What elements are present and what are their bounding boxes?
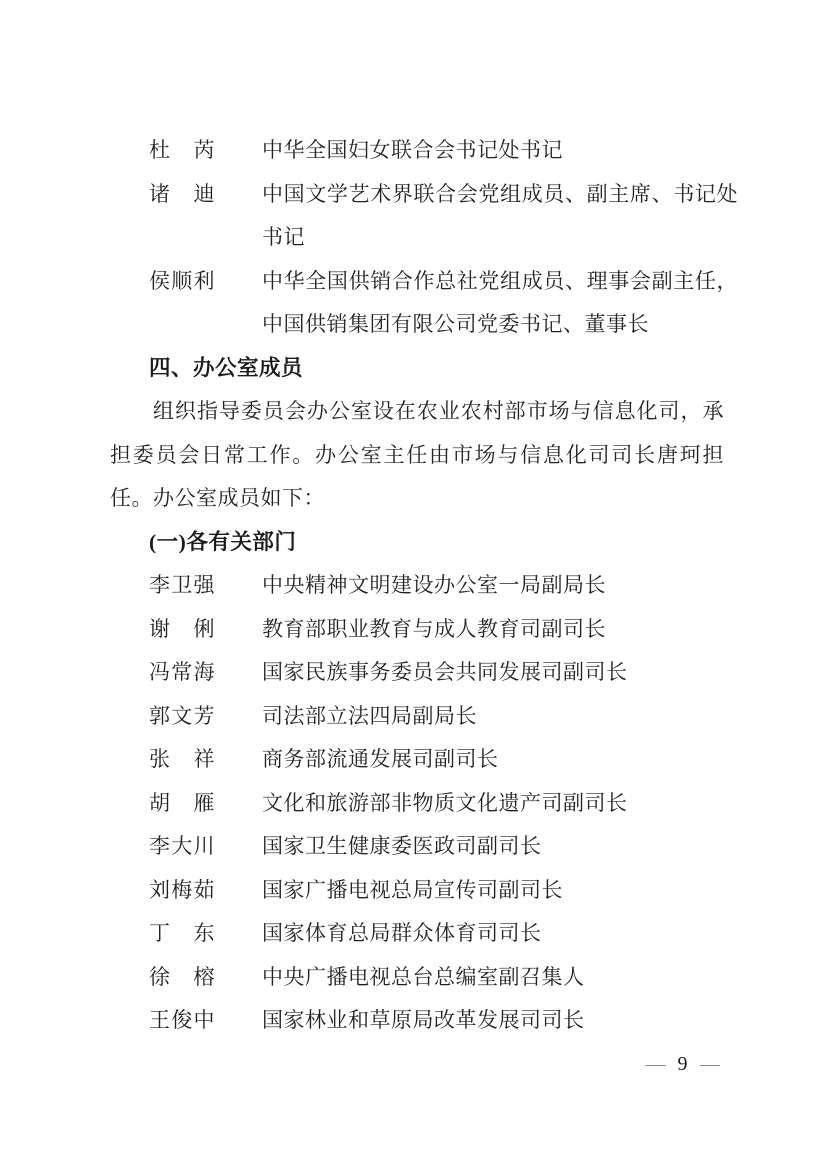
member-role-line: 书记 — [262, 225, 305, 249]
member-list-continued — [110, 129, 738, 347]
member-role-line: 国家林业和草原局改革发展司司长 — [262, 1008, 585, 1032]
member-role — [262, 869, 738, 913]
section-heading: 四、办公室成员 — [149, 355, 304, 381]
member-name: 刘梅茹 — [149, 877, 215, 902]
member-name: 徐榕 — [149, 964, 215, 989]
page-footer — [110, 1043, 724, 1087]
paragraph-line: 担委员会日常工作。办公室主任由市场与信息化司司长唐珂担 — [110, 442, 724, 467]
member-role-line: 中华全国供销合作总社党组成员、理事会副主任， — [262, 268, 738, 293]
member-role — [262, 912, 738, 956]
member-name: 冯常海 — [149, 660, 215, 684]
member-role — [262, 260, 738, 347]
member-role-line: 国家卫生健康委医政司副司长 — [262, 834, 542, 858]
member-row — [110, 782, 724, 826]
member-role — [262, 564, 738, 608]
member-role-line: 教育部职业教育与成人教育司副司长 — [262, 616, 606, 641]
member-role-line: 国家民族事务委员会共同发展司副司长 — [262, 660, 628, 684]
office-paragraph — [110, 390, 724, 521]
member-role-line: 国家体育总局群众体育司司长 — [262, 921, 542, 945]
footer-dash-left: — — [645, 1052, 666, 1075]
member-role-line: 中国供销集团有限公司党委书记、董事长 — [262, 312, 649, 336]
member-role-line: 中华全国妇女联合会书记处书记 — [262, 138, 563, 162]
member-row — [110, 869, 724, 913]
member-role — [262, 695, 738, 739]
member-name: 王俊中 — [149, 1008, 215, 1032]
subsection-heading: (一)各有关部门 — [149, 529, 297, 554]
member-row — [110, 695, 724, 739]
member-row — [110, 651, 724, 695]
member-role — [262, 608, 738, 652]
member-row — [110, 129, 724, 173]
member-row — [110, 564, 724, 608]
member-role — [262, 782, 738, 826]
member-row — [110, 738, 724, 782]
member-name: 诸迪 — [149, 181, 215, 206]
member-role-line: 中国文学艺术界联合会党组成员、副主席、书记处 — [262, 181, 738, 206]
member-name: 侯顺利 — [149, 268, 215, 293]
paragraph-line: 组织指导委员会办公室设在农业农村部市场与信息化司，承 — [153, 399, 724, 423]
member-role-line: 司法部立法四局副局长 — [262, 703, 477, 728]
member-name: 谢俐 — [149, 616, 215, 641]
member-role-line: 商务部流通发展司副司长 — [262, 747, 499, 771]
member-role — [262, 999, 738, 1043]
member-role — [262, 129, 738, 173]
member-role-line: 文化和旅游部非物质文化遗产司副司长 — [262, 790, 628, 815]
member-role-line: 国家广播电视总局宣传司副司长 — [262, 877, 563, 902]
office-member-list — [110, 564, 724, 1043]
member-role-line: 中央精神文明建设办公室一局副局长 — [262, 573, 606, 597]
member-role — [262, 738, 738, 782]
member-row — [110, 956, 724, 1000]
member-row — [110, 999, 724, 1043]
member-role — [262, 173, 738, 260]
paragraph-line: 任。办公室成员如下： — [110, 486, 325, 510]
page-number: 9 — [677, 1052, 688, 1075]
member-name: 郭文芳 — [149, 703, 215, 728]
member-name: 胡雁 — [149, 790, 215, 815]
footer-dash-right: — — [700, 1052, 720, 1075]
member-role — [262, 651, 738, 695]
member-name: 张祥 — [149, 747, 215, 771]
member-role — [262, 825, 738, 869]
member-role — [262, 956, 738, 1000]
page-content — [110, 129, 738, 1086]
member-name: 杜芮 — [149, 138, 215, 162]
member-row — [110, 912, 724, 956]
member-role-line: 中央广播电视总台总编室副召集人 — [262, 964, 585, 989]
member-row — [110, 608, 724, 652]
member-name: 丁东 — [149, 921, 215, 945]
member-row — [110, 260, 738, 347]
member-name: 李卫强 — [149, 573, 215, 597]
member-row — [110, 825, 724, 869]
member-row — [110, 173, 738, 260]
member-name: 李大川 — [149, 834, 215, 858]
